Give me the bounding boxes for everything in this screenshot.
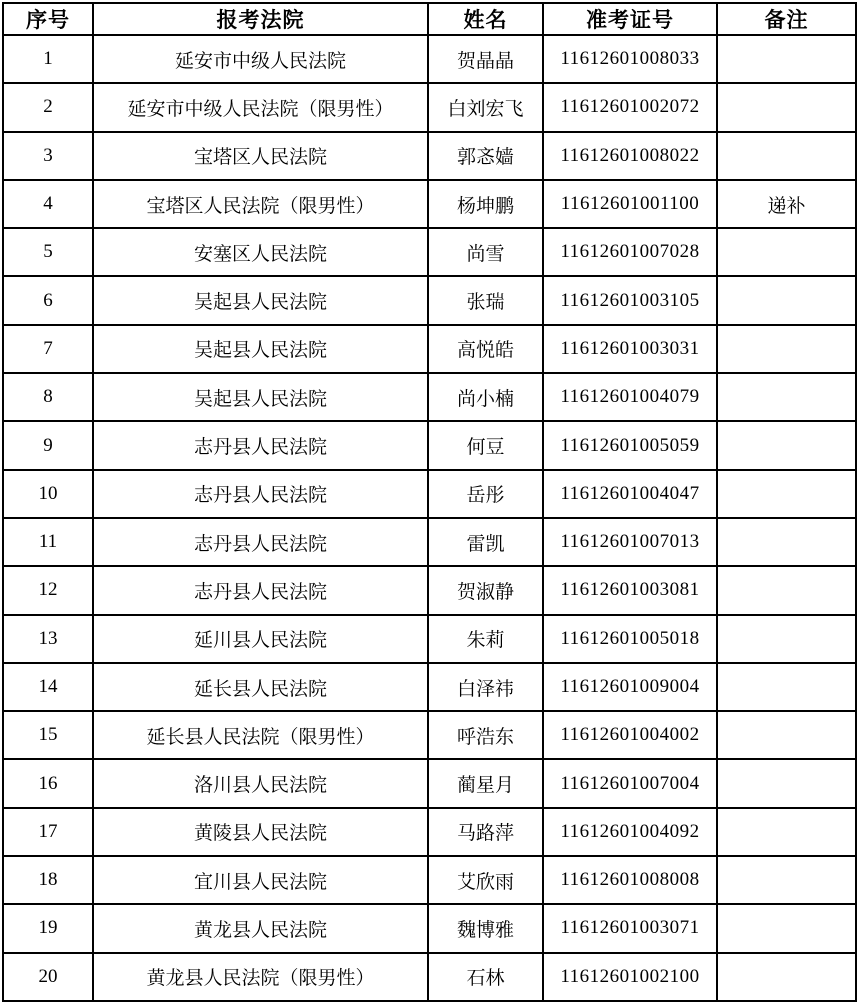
cell-remark bbox=[717, 904, 856, 952]
cell-index: 12 bbox=[3, 566, 93, 614]
cell-court: 吴起县人民法院 bbox=[93, 276, 428, 324]
table-row bbox=[3, 759, 856, 807]
cell-remark bbox=[717, 518, 856, 566]
cell-remark bbox=[717, 228, 856, 276]
cell-name: 杨坤鹏 bbox=[428, 180, 543, 228]
cell-ticket: 11612601003081 bbox=[543, 566, 717, 614]
table-row bbox=[3, 663, 856, 711]
cell-ticket: 11612601004002 bbox=[543, 711, 717, 759]
cell-remark bbox=[717, 663, 856, 711]
cell-court: 延安市中级人民法院 bbox=[93, 35, 428, 83]
table-row bbox=[3, 180, 856, 228]
cell-court: 安塞区人民法院 bbox=[93, 228, 428, 276]
cell-ticket: 11612601008022 bbox=[543, 132, 717, 180]
cell-remark bbox=[717, 856, 856, 904]
cell-ticket: 11612601003031 bbox=[543, 325, 717, 373]
cell-remark bbox=[717, 470, 856, 518]
cell-name: 马路萍 bbox=[428, 808, 543, 856]
col-header-court: 报考法院 bbox=[93, 3, 428, 35]
cell-court: 延川县人民法院 bbox=[93, 615, 428, 663]
cell-court: 延长县人民法院（限男性） bbox=[93, 711, 428, 759]
candidates-table bbox=[2, 2, 857, 1002]
cell-remark bbox=[717, 132, 856, 180]
cell-index: 20 bbox=[3, 953, 93, 1001]
cell-name: 呼浩东 bbox=[428, 711, 543, 759]
cell-ticket: 11612601009004 bbox=[543, 663, 717, 711]
cell-ticket: 11612601007004 bbox=[543, 759, 717, 807]
cell-ticket: 11612601008008 bbox=[543, 856, 717, 904]
table-row bbox=[3, 132, 856, 180]
cell-index: 16 bbox=[3, 759, 93, 807]
cell-ticket: 11612601001100 bbox=[543, 180, 717, 228]
cell-remark bbox=[717, 615, 856, 663]
cell-court: 志丹县人民法院 bbox=[93, 566, 428, 614]
cell-ticket: 11612601002072 bbox=[543, 83, 717, 131]
col-header-index: 序号 bbox=[3, 3, 93, 35]
cell-name: 尚雪 bbox=[428, 228, 543, 276]
cell-court: 黄陵县人民法院 bbox=[93, 808, 428, 856]
cell-index: 13 bbox=[3, 615, 93, 663]
table-row bbox=[3, 808, 856, 856]
cell-court: 黄龙县人民法院（限男性） bbox=[93, 953, 428, 1001]
table-row bbox=[3, 421, 856, 469]
cell-index: 5 bbox=[3, 228, 93, 276]
col-header-remark: 备注 bbox=[717, 3, 856, 35]
cell-court: 吴起县人民法院 bbox=[93, 325, 428, 373]
cell-name: 张瑞 bbox=[428, 276, 543, 324]
cell-index: 10 bbox=[3, 470, 93, 518]
cell-ticket: 11612601002100 bbox=[543, 953, 717, 1001]
cell-index: 1 bbox=[3, 35, 93, 83]
cell-court: 志丹县人民法院 bbox=[93, 470, 428, 518]
cell-ticket: 11612601004092 bbox=[543, 808, 717, 856]
table-row bbox=[3, 904, 856, 952]
cell-remark bbox=[717, 325, 856, 373]
cell-name: 岳彤 bbox=[428, 470, 543, 518]
cell-index: 19 bbox=[3, 904, 93, 952]
cell-index: 18 bbox=[3, 856, 93, 904]
cell-name: 尚小楠 bbox=[428, 373, 543, 421]
cell-index: 14 bbox=[3, 663, 93, 711]
cell-name: 朱莉 bbox=[428, 615, 543, 663]
table-row bbox=[3, 276, 856, 324]
cell-ticket: 11612601008033 bbox=[543, 35, 717, 83]
cell-name: 贺晶晶 bbox=[428, 35, 543, 83]
cell-court: 志丹县人民法院 bbox=[93, 421, 428, 469]
cell-name: 郭忞嫱 bbox=[428, 132, 543, 180]
cell-court: 吴起县人民法院 bbox=[93, 373, 428, 421]
cell-remark bbox=[717, 276, 856, 324]
table-row bbox=[3, 711, 856, 759]
cell-index: 7 bbox=[3, 325, 93, 373]
cell-remark bbox=[717, 566, 856, 614]
cell-name: 石林 bbox=[428, 953, 543, 1001]
cell-court: 延长县人民法院 bbox=[93, 663, 428, 711]
cell-court: 洛川县人民法院 bbox=[93, 759, 428, 807]
cell-index: 6 bbox=[3, 276, 93, 324]
header-row bbox=[3, 3, 856, 35]
cell-name: 艾欣雨 bbox=[428, 856, 543, 904]
cell-index: 17 bbox=[3, 808, 93, 856]
cell-name: 高悦皓 bbox=[428, 325, 543, 373]
table-row bbox=[3, 856, 856, 904]
table-row bbox=[3, 35, 856, 83]
cell-index: 2 bbox=[3, 83, 93, 131]
col-header-ticket: 准考证号 bbox=[543, 3, 717, 35]
cell-ticket: 11612601007013 bbox=[543, 518, 717, 566]
table-row bbox=[3, 325, 856, 373]
cell-ticket: 11612601005059 bbox=[543, 421, 717, 469]
table-row bbox=[3, 83, 856, 131]
table-row bbox=[3, 470, 856, 518]
cell-index: 9 bbox=[3, 421, 93, 469]
cell-name: 魏博雅 bbox=[428, 904, 543, 952]
cell-index: 8 bbox=[3, 373, 93, 421]
cell-name: 贺淑静 bbox=[428, 566, 543, 614]
cell-name: 何豆 bbox=[428, 421, 543, 469]
cell-ticket: 11612601004047 bbox=[543, 470, 717, 518]
cell-remark bbox=[717, 35, 856, 83]
cell-index: 4 bbox=[3, 180, 93, 228]
cell-ticket: 11612601005018 bbox=[543, 615, 717, 663]
table-body bbox=[3, 35, 856, 1001]
cell-ticket: 11612601003071 bbox=[543, 904, 717, 952]
cell-court: 宝塔区人民法院 bbox=[93, 132, 428, 180]
cell-ticket: 11612601003105 bbox=[543, 276, 717, 324]
cell-remark bbox=[717, 83, 856, 131]
col-header-name: 姓名 bbox=[428, 3, 543, 35]
cell-index: 3 bbox=[3, 132, 93, 180]
cell-name: 蔺星月 bbox=[428, 759, 543, 807]
cell-remark bbox=[717, 711, 856, 759]
cell-court: 志丹县人民法院 bbox=[93, 518, 428, 566]
cell-ticket: 11612601004079 bbox=[543, 373, 717, 421]
cell-remark bbox=[717, 808, 856, 856]
cell-remark bbox=[717, 953, 856, 1001]
cell-remark: 递补 bbox=[717, 180, 856, 228]
cell-court: 黄龙县人民法院 bbox=[93, 904, 428, 952]
cell-court: 宝塔区人民法院（限男性） bbox=[93, 180, 428, 228]
cell-name: 白刘宏飞 bbox=[428, 83, 543, 131]
table-row bbox=[3, 566, 856, 614]
table-row bbox=[3, 228, 856, 276]
cell-index: 11 bbox=[3, 518, 93, 566]
cell-ticket: 11612601007028 bbox=[543, 228, 717, 276]
cell-remark bbox=[717, 421, 856, 469]
table-row bbox=[3, 373, 856, 421]
table-row bbox=[3, 615, 856, 663]
cell-court: 宜川县人民法院 bbox=[93, 856, 428, 904]
table-row bbox=[3, 953, 856, 1001]
table-row bbox=[3, 518, 856, 566]
cell-index: 15 bbox=[3, 711, 93, 759]
cell-name: 白泽祎 bbox=[428, 663, 543, 711]
cell-court: 延安市中级人民法院（限男性） bbox=[93, 83, 428, 131]
cell-name: 雷凯 bbox=[428, 518, 543, 566]
cell-remark bbox=[717, 759, 856, 807]
cell-remark bbox=[717, 373, 856, 421]
